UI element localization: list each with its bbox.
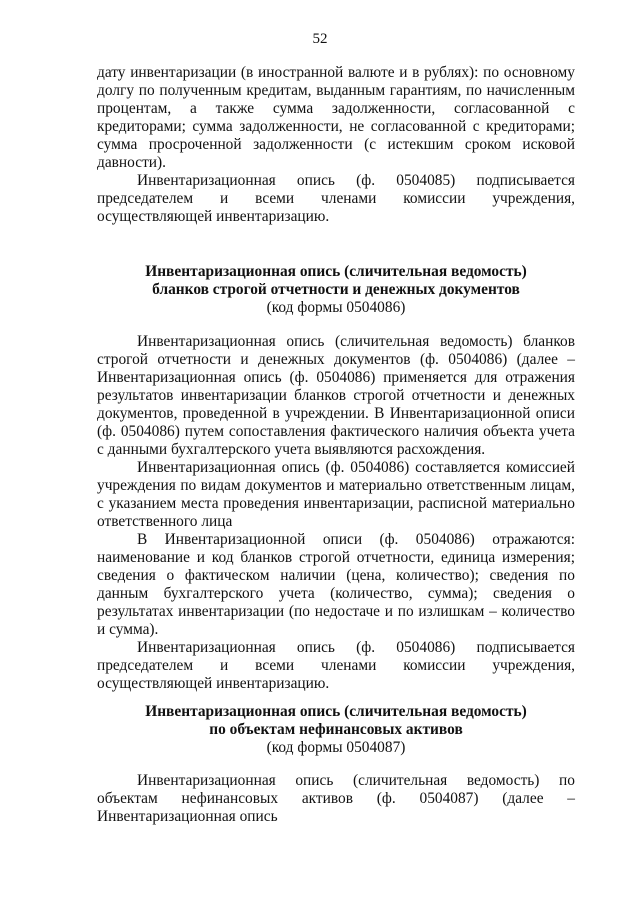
paragraph: Инвентаризационная опись (ф. 0504086) составляется комиссией учреждения по видам документов и материально ответственным лицам, с указанием места проведения инвентаризации, расписной материально ответственного лица [97, 459, 575, 530]
section-0504087-body [97, 772, 575, 826]
form-code: (код формы 0504086) [266, 299, 406, 316]
paragraph: В Инвентаризационной описи (ф. 0504086) отражаются: наименование и код бланков строгой отчетности, единица измерения; сведения о фактическом наличии (цена, количество); сведения по данным бухгалтерского учета (количество, сумма); сведения о результатах инвентаризации (по недостаче и по излишкам – количество и сумма). [97, 531, 575, 638]
section-heading-0504086 [97, 263, 575, 317]
paragraph: дату инвентаризации (в иностранной валюте и в рублях): по основному долгу по полученным кредитам, выданным гарантиям, по начисленным процентам, а также сумма задолженности, согласованной с кредиторами; сумма задолженности, не согласованной с кредиторами; сумма просроченной задолженности (с истекшим сроком исковой давности). [97, 64, 575, 171]
section-title-line: бланков строгой отчетности и денежных документов [152, 281, 520, 298]
paragraph: Инвентаризационная опись (сличительная ведомость) по объектам нефинансовых активов (ф. 0504087) (далее – Инвентаризационная опись [97, 772, 575, 825]
page-number: 52 [312, 31, 328, 47]
intro-text-block [97, 64, 575, 226]
paragraph: Инвентаризационная опись (ф. 0504085) подписывается председателем и всеми членами комиссии учреждения, осуществляющей инвентаризацию. [97, 172, 575, 225]
section-title-line: Инвентаризационная опись (сличительная ведомость) [145, 703, 527, 720]
paragraph: Инвентаризационная опись (ф. 0504086) подписывается председателем и всеми членами комиссии учреждения, осуществляющей инвентаризацию. [97, 639, 575, 692]
form-code: (код формы 0504087) [266, 739, 406, 756]
section-0504086-body [97, 333, 575, 693]
section-title-line: по объектам нефинансовых активов [209, 721, 463, 738]
section-heading-0504087 [97, 703, 575, 757]
paragraph: Инвентаризационная опись (сличительная ведомость) бланков строгой отчетности и денежных документов (ф. 0504086) (далее – Инвентаризационная опись (ф. 0504086) применяется для отражения результатов инвентаризации бланков строгой отчетности и денежных документов, проведенной в учреждении. В Инвентаризационной описи (ф. 0504086) путем сопоставления фактического наличия объекта учета с данными бухгалтерского учета выявляются расхождения. [97, 333, 575, 458]
section-title-line: Инвентаризационная опись (сличительная ведомость) [145, 263, 527, 280]
